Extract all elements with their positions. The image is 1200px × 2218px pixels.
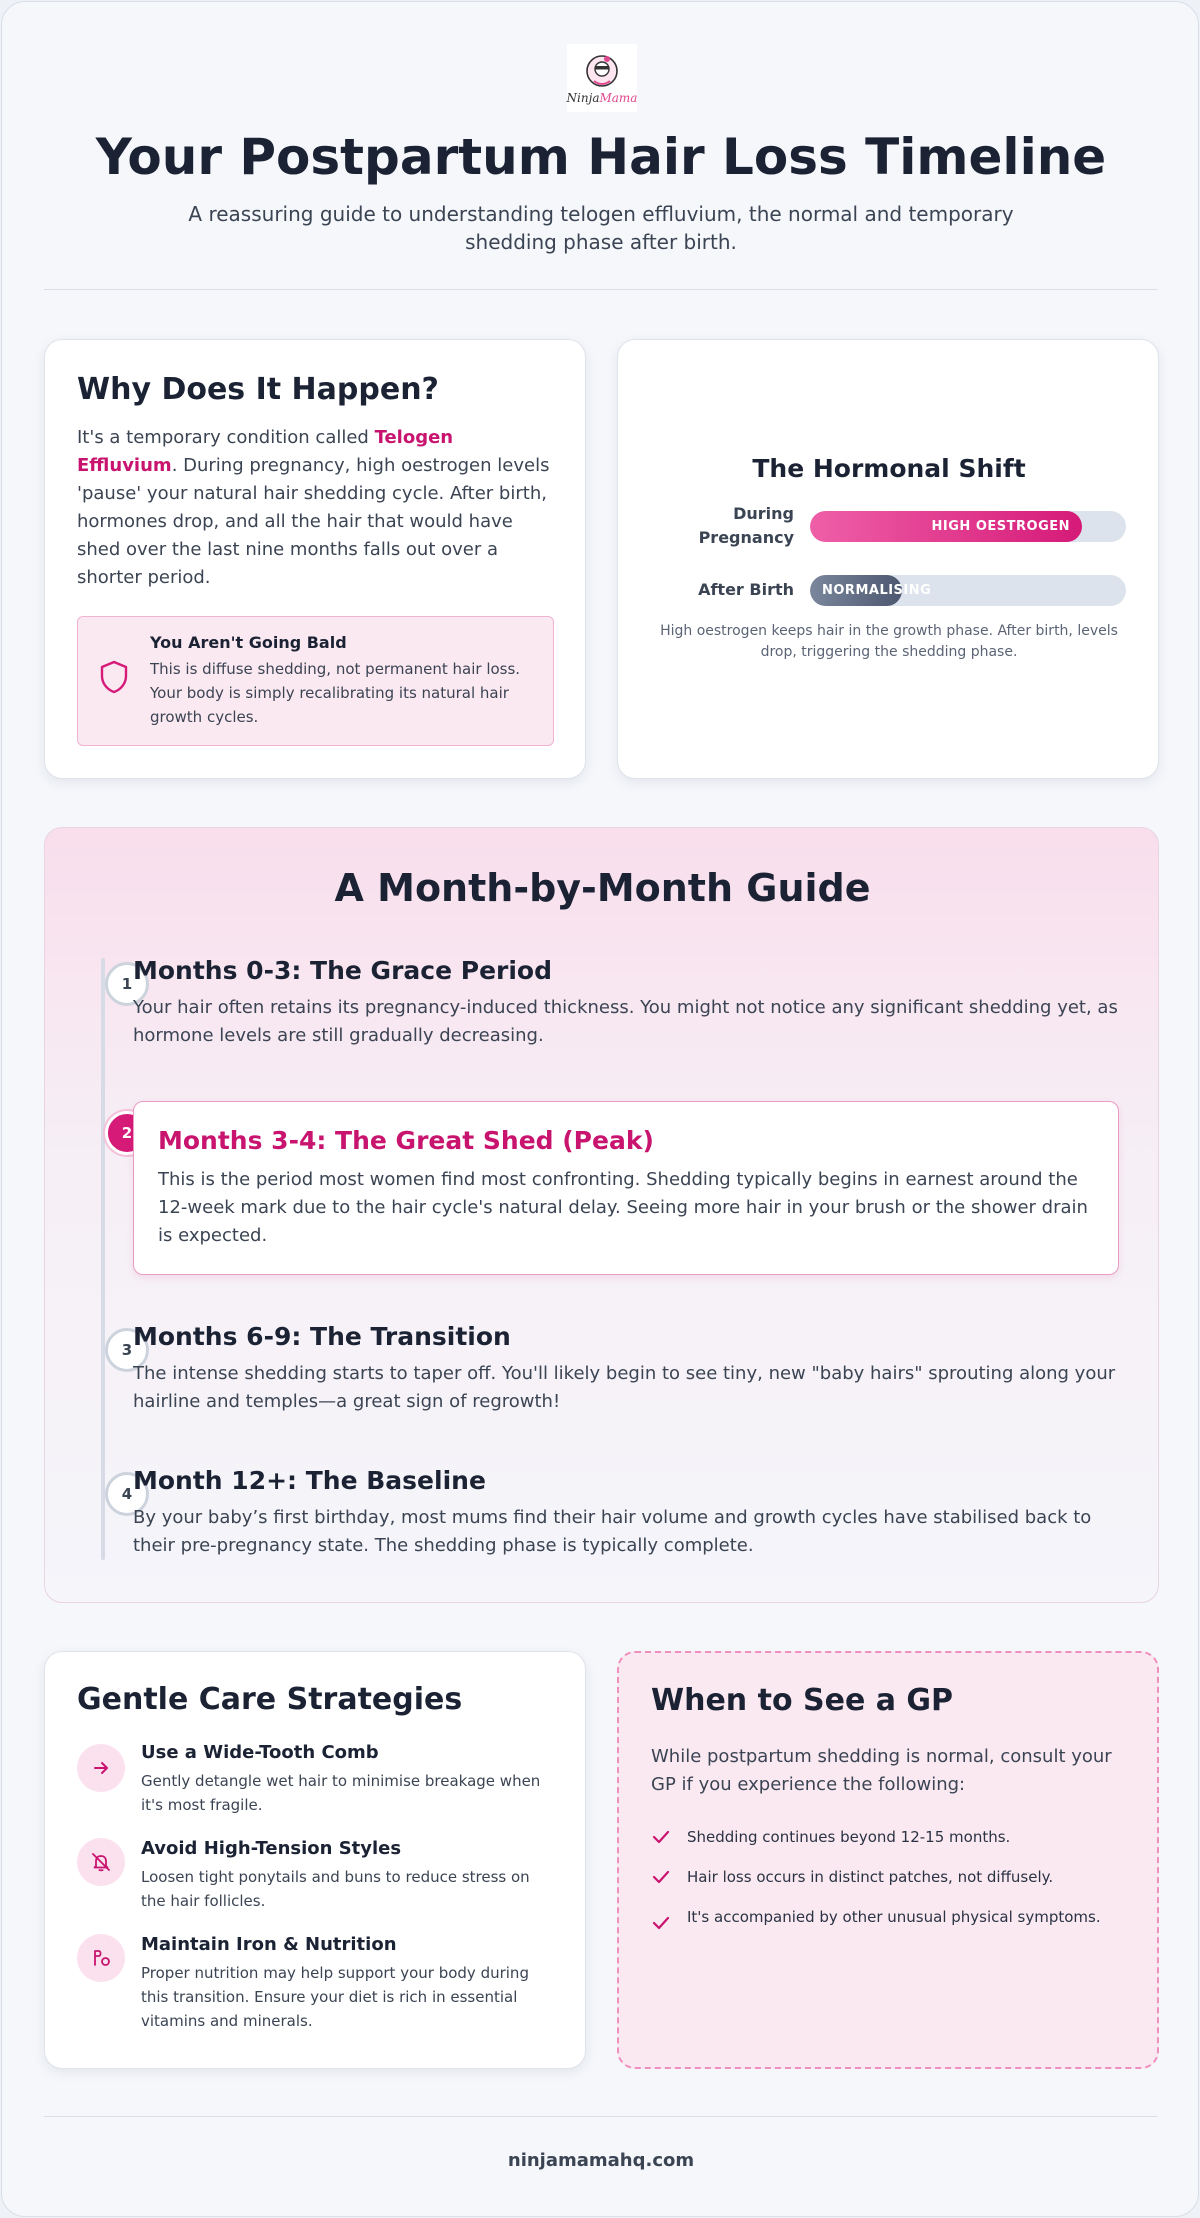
gp-title: When to See a GP	[651, 1683, 954, 1718]
page	[1, 1, 1199, 2217]
ninja-mama-logo-icon	[582, 51, 622, 91]
during-pregnancy-bar-label: HIGH OESTROGEN	[931, 519, 1070, 534]
timeline-line	[101, 958, 105, 1560]
after-birth-label: After Birth	[698, 580, 794, 599]
step-1-text: Your hair often retains its pregnancy-induced thickness. You might not notice any significant shedding yet, as hormone levels are still gradually decreasing.	[133, 997, 1118, 1046]
check-icon	[651, 1827, 671, 1847]
check-icon	[651, 1913, 671, 1933]
why-body	[77, 424, 557, 592]
care-strategies-card	[44, 1651, 586, 2069]
after-birth-bar-label: NORMALISING	[822, 583, 932, 598]
why-body-highlight: Telogen Effluvium	[77, 427, 454, 476]
tip-3-title: Maintain Iron & Nutrition	[141, 1934, 397, 1955]
tip-3-text: Proper nutrition may help support your body during this transition. Ensure your diet is rich in essential vitamins and minerals.	[141, 1964, 529, 2030]
tip-1-text: Gently detangle wet hair to minimise breakage when it's most fragile.	[141, 1772, 541, 1814]
brand-accent: Mama	[599, 91, 638, 105]
shield-icon	[98, 659, 130, 695]
gp-item-text: Shedding continues beyond 12-15 months.	[687, 1828, 1011, 1846]
during-pregnancy-label: During Pregnancy	[698, 504, 794, 547]
tip-1-title: Use a Wide-Tooth Comb	[141, 1742, 379, 1763]
brand-logo[interactable]	[567, 44, 637, 112]
why-body-start: It's a temporary condition called	[77, 427, 375, 448]
gp-intro: While postpartum shedding is normal, consult your GP if you experience the following:	[651, 1746, 1112, 1795]
why-title: Why Does It Happen?	[77, 372, 439, 407]
gp-item-text: It's accompanied by other unusual physical symptoms.	[687, 1908, 1101, 1926]
step-4-text: By your baby’s first birthday, most mums find their hair volume and growth cycles have stabilised back to their pre-pregnancy state. The shedding phase is typically complete.	[133, 1507, 1092, 1556]
tip-2-title: Avoid High-Tension Styles	[141, 1838, 402, 1859]
page-title: Your Postpartum Hair Loss Timeline	[95, 128, 1107, 186]
step-1-title: Months 0-3: The Grace Period	[133, 956, 553, 985]
tip-2-text: Loosen tight ponytails and buns to reduce stress on the hair follicles.	[141, 1868, 530, 1910]
reassurance-callout	[77, 616, 554, 746]
callout-title: You Aren't Going Bald	[150, 633, 347, 652]
during-pregnancy-bar	[810, 511, 1126, 542]
bell-off-icon	[77, 1838, 125, 1886]
brand-main: Ninja	[566, 91, 600, 105]
iron-nutrition-icon	[77, 1934, 125, 1982]
arrow-right-icon	[77, 1744, 125, 1792]
hormonal-shift-card	[617, 339, 1159, 779]
step-3-marker: 3	[105, 1328, 149, 1372]
step-2-marker: 2	[105, 1111, 149, 1155]
why-body-end: . During pregnancy, high oestrogen levels 'pause' your natural hair shedding cycle. After birth, hormones drop, and all the hair that would have shed over the last nine months falls out over a shorter period.	[77, 455, 550, 588]
care-title: Gentle Care Strategies	[77, 1682, 463, 1717]
hormonal-caption: High oestrogen keeps hair in the growth phase. After birth, levels drop, triggering the shedding phase.	[660, 623, 1118, 660]
step-4-marker: 4	[105, 1472, 149, 1516]
after-birth-bar	[810, 575, 1126, 606]
step-2-text: This is the period most women find most confronting. Shedding typically begins in earnest around the 12-week mark due to the hair cycle's natural delay. Seeing more hair in your brush or the shower drain is expected.	[158, 1169, 1088, 1246]
header-divider	[44, 289, 1158, 290]
check-icon	[651, 1867, 671, 1887]
callout-text: This is diffuse shedding, not permanent hair loss. Your body is simply recalibrating its natural hair growth cycles.	[150, 660, 521, 726]
gp-item-text: Hair loss occurs in distinct patches, not diffusely.	[687, 1868, 1054, 1886]
see-gp-card	[617, 1651, 1159, 2069]
step-2-title: Months 3-4: The Great Shed (Peak)	[158, 1126, 654, 1155]
footer-divider	[44, 2116, 1158, 2117]
why-card	[44, 339, 586, 779]
step-1-marker: 1	[105, 962, 149, 1006]
step-2-highlight-card	[133, 1101, 1119, 1275]
brand-wordmark	[567, 91, 638, 105]
footer-site-link[interactable]: ninjamamahq.com	[507, 2150, 695, 2171]
step-4-title: Month 12+: The Baseline	[133, 1466, 486, 1495]
step-3-text: The intense shedding starts to taper off. You'll likely begin to see tiny, new "baby hairs" sprouting along your hairline and temples—a great sign of regrowth!	[133, 1363, 1116, 1412]
month-guide-section	[44, 827, 1159, 1603]
hormonal-shift-title: The Hormonal Shift	[752, 454, 1026, 483]
page-subtitle: A reassuring guide to understanding telogen effluvium, the normal and temporary shedding phase after birth.	[188, 202, 1014, 254]
guide-title: A Month-by-Month Guide	[334, 866, 871, 910]
step-3-title: Months 6-9: The Transition	[133, 1322, 511, 1351]
